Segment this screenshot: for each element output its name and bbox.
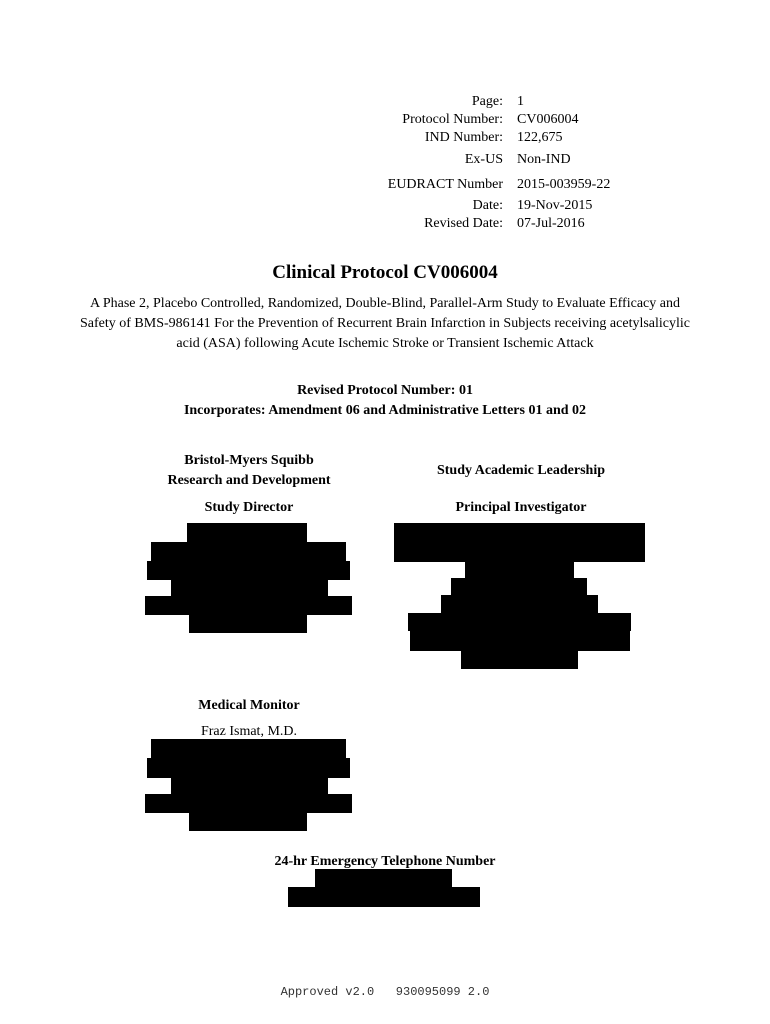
meta-label: EUDRACT Number (387, 177, 503, 192)
meta-value: 19-Nov-2015 (517, 198, 593, 213)
meta-value: 122,675 (517, 130, 563, 145)
sponsor-division: Research and Development (167, 473, 331, 488)
meta-label: Date: (472, 198, 503, 213)
document-title: Clinical Protocol CV006004 (272, 262, 498, 283)
meta-label: IND Number: (424, 130, 503, 145)
study-description: A Phase 2, Placebo Controlled, Randomized, Double-Blind, Parallel-Arm Study to Evaluate Efficacy and Safety of BMS-986141 For the Prevention of Recurrent Brain Infarction in Subjects receiving acetylsalicylic acid (ASA) following Acute Ischemic Stroke or Transient Ischemic Attack (80, 296, 691, 351)
meta-label: Revised Date: (424, 216, 503, 231)
meta-value: CV006004 (517, 112, 579, 127)
meta-value: Non-IND (517, 152, 571, 167)
revised-protocol-number: Revised Protocol Number: 01 (297, 383, 473, 398)
emergency-telephone-heading: 24-hr Emergency Telephone Number (274, 854, 496, 869)
sponsor-name: Bristol-Myers Squibb (184, 453, 314, 468)
principal-investigator-heading: Principal Investigator (455, 500, 587, 515)
study-director-heading: Study Director (204, 500, 294, 515)
meta-label: Protocol Number: (402, 112, 503, 127)
academic-leadership-heading: Study Academic Leadership (436, 463, 605, 478)
meta-value: 07-Jul-2016 (517, 216, 585, 231)
medical-monitor-heading: Medical Monitor (198, 698, 300, 713)
approval-footer: Approved v2.0 930095099 2.0 (280, 985, 490, 999)
meta-value: 1 (517, 94, 524, 109)
meta-label: Page: (471, 94, 503, 109)
meta-value: 2015-003959-22 (517, 177, 611, 192)
meta-label: Ex-US (464, 152, 503, 167)
incorporates-line: Incorporates: Amendment 06 and Administrative Letters 01 and 02 (183, 403, 587, 418)
medical-monitor-name: Fraz Ismat, M.D. (200, 724, 298, 739)
